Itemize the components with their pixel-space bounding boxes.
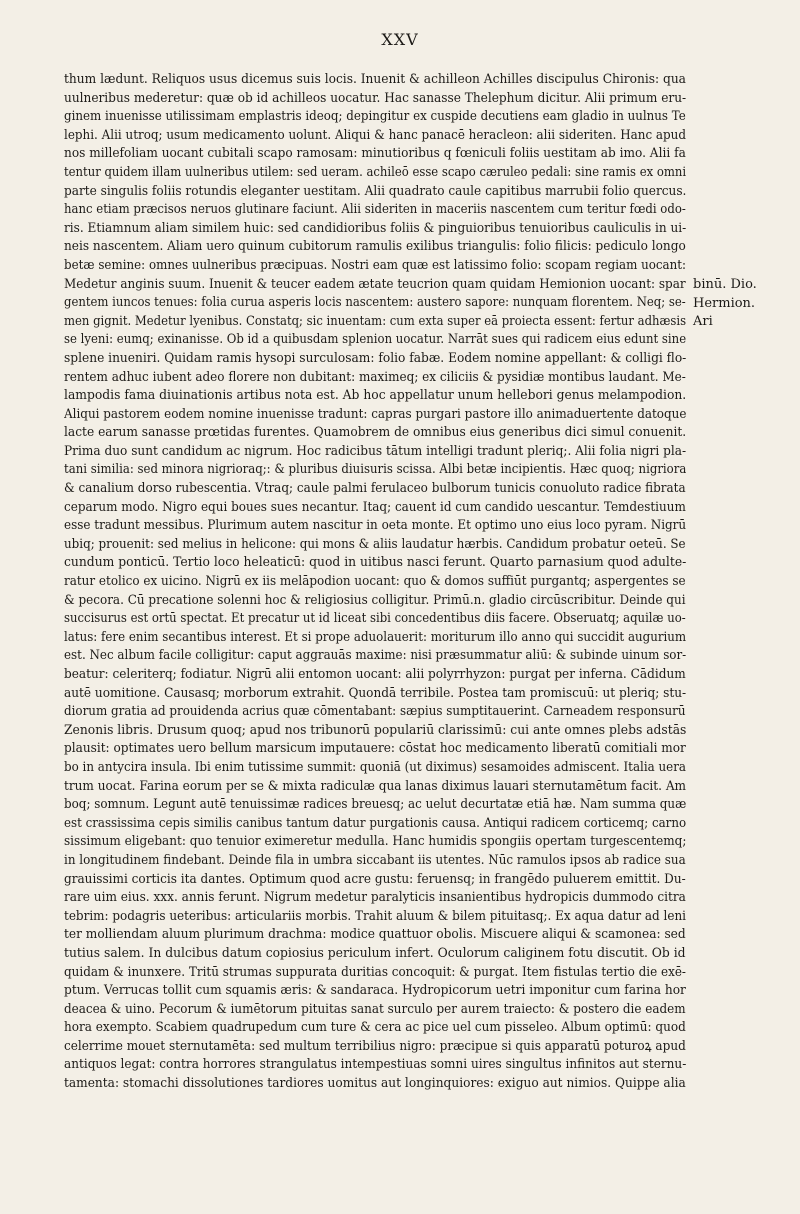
margin-note-line: binū. Dio.	[693, 277, 757, 292]
text-line: men gignit. Medetur lyenibus. Constatq; sic inuentam: cum exta super eā proiecta essent: fertur adhæsis	[64, 313, 686, 329]
text-line: betæ semine: omnes uulneribus præcipuas. Nostri eam quæ est latissimo folio: scopam regiam uocant:	[64, 257, 686, 273]
text-line: autē uomitione. Causasq; morborum extrahit. Quondā terribile. Postea tam promiscuū: ut pleriq; stu-	[64, 685, 686, 701]
text-line: celerrime mouet sternutamēta: sed multum terribilius nigro: præcipue si quis apparatū poturoꝝ apud	[64, 1038, 686, 1054]
text-line: tebrim: podagris ueteribus: articulariis morbis. Trahit aluum & bilem pituitasq;. Ex aqua datur ad leni	[64, 908, 686, 924]
text-line: Medetur anginis suum. Inuenit & teucer eadem ætate teucrion quam quidam Hemionion uocant: spar	[64, 276, 686, 292]
text-line: grauissimi corticis ita dantes. Optimum quod acre gustu: feruensq; in frangēdo puluerem emittit. Du-	[64, 871, 686, 887]
text-line: neis nascentem. Aliam uero quinum cubitorum ramulis exilibus triangulis: folio filicis: pediculo longo	[64, 239, 686, 255]
text-line: rare uim eius. xxx. annis ferunt. Nigrum medetur paralyticis insanientibus hydropicis dummodo citra	[64, 890, 686, 906]
text-line: tentur quidem illam uulneribus utilem: sed ueram. achileō esse scapo cæruleo pedali: sine ramis ex omni	[64, 164, 686, 180]
text-line: ubiq; prouenit: sed melius in helicone: qui mons & aliis laudatur hærbis. Candidum probatur oeteū. Se	[64, 536, 686, 552]
text-line: Zenonis libris. Drusum quoq; apud nos tribunorū populariū clarissimū: cui ante omnes plebs adstās	[64, 722, 686, 738]
text-line: beatur: celeriterq; fodiatur. Nigrū alii entomon uocant: alii polyrrhyzon: purgat per inferna. Cādidum	[64, 667, 686, 682]
text-line: sissimum eligebant: quo tenuior eximeretur medulla. Hanc humidis spongiis opertam turgescentemq;	[64, 834, 686, 850]
text-line: deacea & uino. Pecorum & iumētorum pituitas sanat surculo per aurem traiecto: & postero die eadem	[64, 1001, 686, 1017]
margin-note-line: Hermion.	[693, 295, 756, 311]
text-line: parte singulis foliis rotundis eleganter uestitam. Alii quadrato caule capitibus marrubii folio quercus.	[64, 183, 686, 199]
margin-note-line: Ari	[693, 314, 713, 330]
text-line: quidam & inunxere. Tritū strumas suppurata duritias concoquit: & purgat. Item fistulas tertio die exē-	[64, 964, 686, 980]
text-line: succisurus est ortū spectat. Et precatur ut id liceat sibi concedentibus diis facere. Obseruatq; aquilæ uo-	[64, 611, 686, 627]
text-line: & pecora. Cū precatione solenni hoc & religiosius colligitur. Primū.n. gladio circūscribitur. Deinde qui	[64, 592, 686, 608]
text-line: Aliqui pastorem eodem nomine inuenisse tradunt: capras purgari pastore illo animaduertente datoque	[64, 406, 686, 422]
text-line: tutius salem. In dulcibus datum copiosius periculum infert. Oculorum caliginem fotu discutit. Ob id	[64, 945, 686, 961]
text-line: ceparum modo. Nigro equi boues sues necantur. Itaq; cauent id cum candido uescantur. Temdestiuum	[64, 499, 686, 515]
text-line: antiquos legat: contra horrores strangulatus intempestiuas somni uires singultus infinitos aut sternu-	[64, 1057, 686, 1073]
text-line: ginem inuenisse utilissimam emplastris ideoq; depingitur ex cuspide decutiens eam gladio in uulnus Te	[64, 109, 686, 125]
text-line: thum lædunt. Reliquos usus dicemus suis locis. Inuenit & achilleon Achilles discipulus Chironis: qua	[64, 72, 686, 87]
text-line: boq; somnum. Legunt autē tenuissimæ radices breuesq; ac uelut decurtatæ etiā hæ. Nam summa quæ	[64, 797, 686, 813]
text-line: ratur etolico ex uicino. Nigrū ex iis melāpodion uocant: quo & domos suffiūt purgantq; aspergentes se	[64, 574, 686, 590]
text-line: est crassissima cepis similis canibus tantum datur purgationis causa. Antiqui radicem corticemq; carno	[64, 815, 686, 831]
text-line: esse tradunt messibus. Plurimum autem nascitur in oeta monte. Et optimo uno eius loco pyram. Nigrū	[64, 518, 686, 534]
folio-number: XXV	[381, 30, 419, 49]
text-line: se lyeni: eumq; exinanisse. Ob id a quibusdam splenion uocatur. Narrāt sues qui radicem eius edunt sine	[64, 332, 686, 348]
text-line: trum uocat. Farina eorum per se & mixta radiculæ qua lanas diximus lauari sternutamētum facit. Am	[64, 778, 686, 794]
text-line: plausit: optimates uero bellum marsicum imputauere: cōstat hoc medicamento liberatū comitiali mor	[64, 741, 686, 757]
text-line: hanc etiam præcisos neruos glutinare faciunt. Alii sideriten in maceriis nascentem cum teritur fœdi odo-	[64, 202, 686, 218]
text-line: hora exempto. Scabiem quadrupedum cum ture & cera ac pice uel cum pisseleo. Album optimū: quod	[64, 1020, 686, 1036]
text-line: ris. Etiamnum aliam similem huic: sed candidioribus foliis & pinguioribus tenuioribus cauliculis in ui-	[64, 220, 686, 236]
text-line: lacte earum sanasse prœtidas furentes. Quamobrem de omnibus eius generibus dici simul conuenit.	[64, 425, 686, 441]
text-line: tamenta: stomachi dissolutiones tardiores uomitus aut longinquiores: exiguo aut nimios. Quippe alia	[64, 1076, 686, 1092]
text-line: nos millefoliam uocant cubitali scapo ramosam: minutioribus q fœniculi foliis uestitam ab imo. Alii fa	[64, 146, 686, 162]
text-line: & canalium dorso rubescentia. Vtraq; caule palmi ferulaceo bulborum tunicis conuoluto radice fibrata	[64, 481, 686, 497]
text-line: ptum. Verrucas tollit cum squamis æris: & sandaraca. Hydropicorum uetri imponitur cum farina hor	[64, 983, 686, 999]
text-line: lephi. Alii utroq; usum medicamento uolunt. Aliqui & hanc panacē heracleon: alii sideriten. Hanc apud	[64, 127, 686, 143]
text-line: ter molliendam aluum plurimum drachma: modice quattuor obolis. Miscuere aliqui & scamonea: sed	[64, 927, 686, 943]
text-line: latus: fere enim secantibus interest. Et si prope aduolauerit: moriturum illo anno qui succidit augurium	[64, 629, 686, 645]
text-line: lampodis fama diuinationis artibus nota est. Ab hoc appellatur unum hellebori genus melampodion.	[64, 388, 686, 404]
text-line: splene inueniri. Quidam ramis hysopi surculosam: folio fabæ. Eodem nomine appellant: & colligi flo-	[64, 350, 686, 366]
margin-notes	[693, 276, 793, 332]
text-line: rentem adhuc iubent adeo florere non dubitant: maximeq; ex ciliciis & pysidiæ montibus laudant. Me-	[64, 369, 686, 385]
text-line: in longitudinem findebant. Deinde fila in umbra siccabant iis utentes. Nūc ramulos ipsos ab radice sua	[64, 852, 686, 868]
text-line: uulneribus mederetur: quæ ob id achilleos uocatur. Hac sanasse Thelephum dicitur. Alii primum eru-	[64, 90, 686, 106]
text-line: tani similia: sed minora nigrioraq;: & pluribus diuisuris scissa. Albi betæ incipientis. Hæc quoq; nigriora	[64, 462, 686, 478]
text-line: gentem iuncos tenues: folia curua asperis locis nascentem: austero sapore: nunquam florentem. Neq; se-	[64, 295, 686, 311]
text-line: Prima duo sunt candidum ac nigrum. Hoc radicibus tātum intelligi tradunt pleriq;. Alii folia nigri pla-	[64, 443, 686, 459]
text-line: diorum gratia ad prouidenda acrius quæ cōmentabant: sæpius sumptitauerint. Carneadem responsurū	[64, 704, 686, 720]
main-text-column	[64, 71, 686, 1094]
text-line: cundum ponticū. Tertio loco heleaticū: quod in uitibus nasci ferunt. Quarto parnasium quod adulte-	[64, 555, 686, 571]
text-line: bo in antycira insula. Ibi enim tutissime summit: quoniā (ut diximus) sesamoides admiscent. Italia uera	[64, 759, 686, 775]
text-line: est. Nec album facile colligitur: caput aggrauās maxime: nisi præsummatur aliū: & subinde uinum sor-	[64, 648, 686, 664]
